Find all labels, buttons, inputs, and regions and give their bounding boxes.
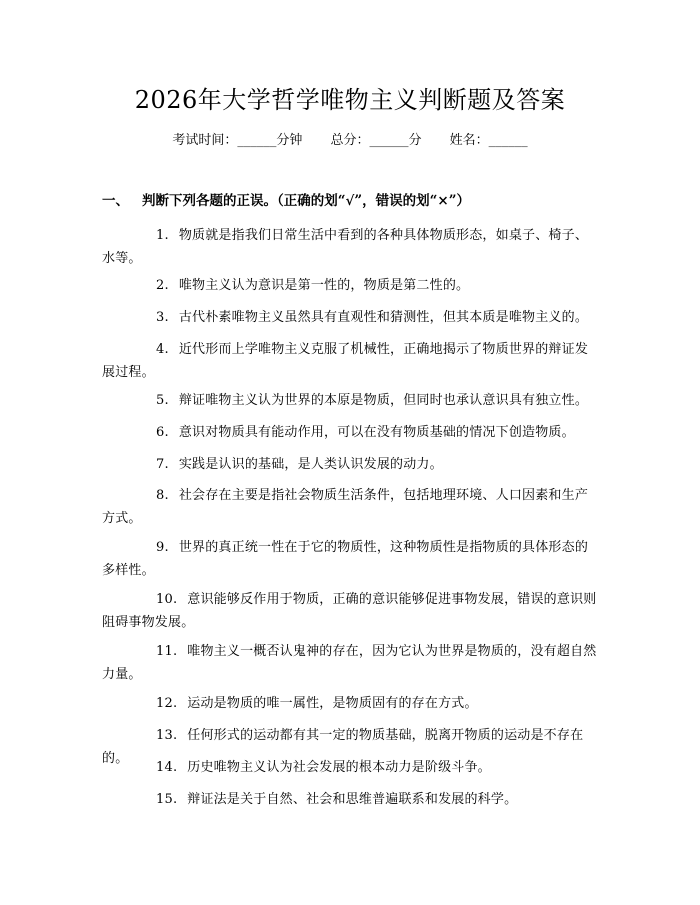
question-number: 8.: [156, 488, 169, 503]
exam-time-field: 考试时间：______分钟: [172, 133, 303, 148]
question-item: [102, 274, 600, 297]
question-item: [102, 756, 600, 779]
question-number: 3.: [156, 310, 169, 325]
question-number: 13.: [156, 728, 178, 743]
question-item: [102, 338, 600, 384]
question-number: 10.: [156, 592, 178, 607]
question-text: 近代形而上学唯物主义克服了机械性，正确地揭示了物质世界的辩证发展过程。: [102, 342, 589, 380]
question-item: [102, 453, 600, 476]
question-text: 唯物主义认为意识是第一性的，物质是第二性的。: [178, 278, 470, 293]
question-item: [102, 640, 600, 686]
exam-meta-line: [0, 131, 700, 151]
question-number: 6.: [156, 425, 169, 440]
question-text: 意识对物质具有能动作用，可以在没有物质基础的情况下创造物质。: [178, 425, 575, 440]
question-number: 14.: [156, 760, 178, 775]
question-text: 古代朴素唯物主义虽然具有直观性和猜测性，但其本质是唯物主义的。: [178, 310, 589, 325]
question-item: [102, 692, 600, 715]
question-item: [102, 484, 600, 530]
question-text: 辩证唯物主义认为世界的本原是物质，但同时也承认意识具有独立性。: [178, 393, 589, 408]
section-number: 一、: [102, 193, 129, 209]
section-instruction: 判断下列各题的正误。（正确的划“√”，错误的划“×”）: [142, 193, 470, 209]
question-text: 唯物主义一概否认鬼神的存在，因为它认为世界是物质的，没有超自然力量。: [102, 644, 597, 682]
question-item: [102, 421, 600, 444]
question-number: 1.: [156, 228, 169, 243]
question-text: 物质就是指我们日常生活中看到的各种具体物质形态，如桌子、椅子、水等。: [102, 228, 589, 266]
document-title: 2026年大学哲学唯物主义判断题及答案: [134, 86, 566, 114]
question-item: [102, 306, 600, 329]
question-text: 运动是物质的唯一属性，是物质固有的存在方式。: [187, 696, 478, 711]
question-item: [102, 788, 600, 811]
question-text: 历史唯物主义认为社会发展的根本动力是阶级斗争。: [187, 760, 491, 775]
question-number: 11.: [156, 644, 178, 659]
question-text: 社会存在主要是指社会物质生活条件，包括地理环境、人口因素和生产方式。: [102, 488, 589, 526]
question-item: [102, 536, 600, 582]
section-heading: [102, 191, 470, 211]
question-number: 15.: [156, 792, 178, 807]
question-text: 意识能够反作用于物质，正确的意识能够促进事物发展，错误的意识则阻碍事物发展。: [102, 592, 597, 630]
total-score-field: 总分：______分: [330, 133, 422, 148]
question-number: 9.: [156, 540, 169, 555]
question-number: 7.: [156, 457, 169, 472]
question-number: 2.: [156, 278, 169, 293]
question-number: 12.: [156, 696, 178, 711]
question-text: 任何形式的运动都有其一定的物质基础，脱离开物质的运动是不存在的。: [102, 728, 584, 766]
question-text: 世界的真正统一性在于它的物质性，这种物质性是指物质的具体形态的多样性。: [102, 540, 589, 578]
question-number: 4.: [156, 342, 169, 357]
question-item: [102, 224, 600, 270]
question-item: [102, 588, 600, 634]
question-text: 辩证法是关于自然、社会和思维普遍联系和发展的科学。: [187, 792, 518, 807]
question-text: 实践是认识的基础，是人类认识发展的动力。: [178, 457, 443, 472]
question-item: [102, 389, 600, 412]
question-number: 5.: [156, 393, 169, 408]
name-field: 姓名：______: [449, 133, 528, 148]
